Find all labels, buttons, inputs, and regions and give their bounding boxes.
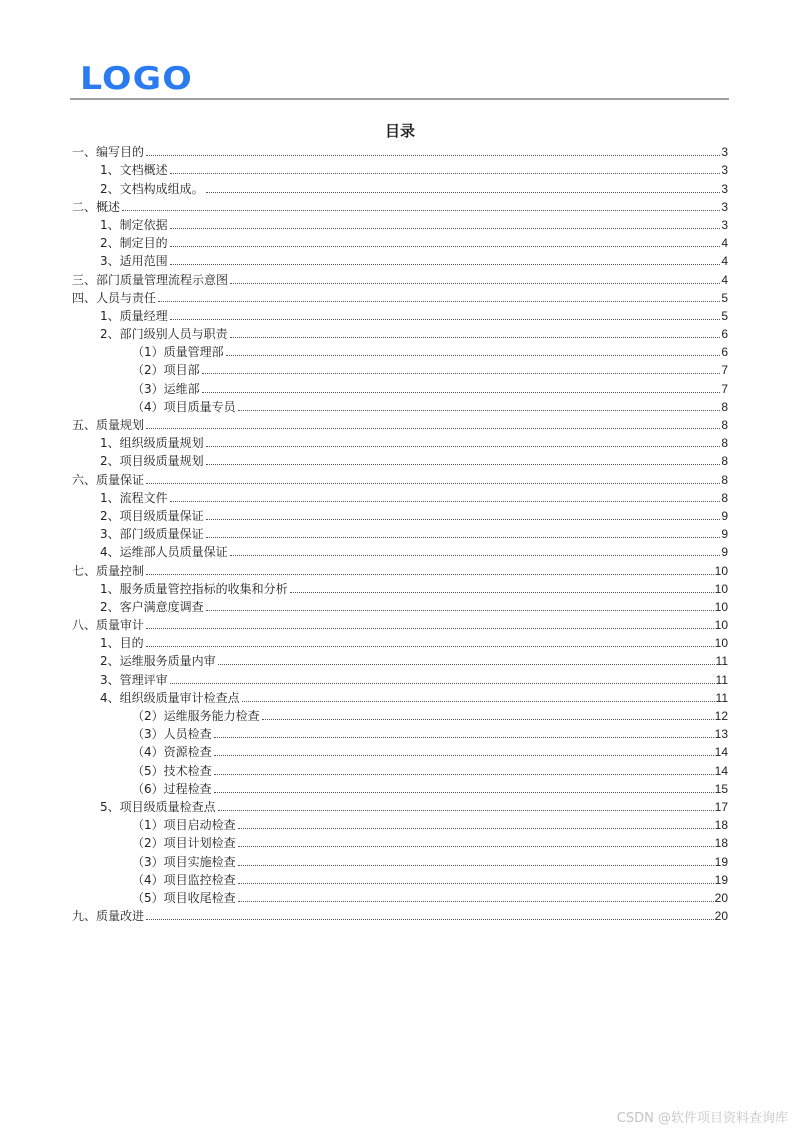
toc-entry[interactable] xyxy=(72,797,728,815)
toc-entry-label[interactable]: 一、编写目的 xyxy=(72,145,145,160)
dot-leader xyxy=(218,664,715,665)
toc-entry[interactable] xyxy=(72,360,728,378)
dot-leader xyxy=(230,337,721,338)
toc-entry[interactable] xyxy=(72,160,728,178)
toc-entry[interactable] xyxy=(72,888,728,906)
toc-entry-page-number[interactable]: 8 xyxy=(721,454,728,469)
dot-leader xyxy=(146,428,720,429)
dot-leader xyxy=(238,865,714,866)
toc-entry[interactable] xyxy=(72,324,728,342)
toc-entry-label[interactable]: 九、质量改进 xyxy=(72,909,145,924)
toc-entry[interactable] xyxy=(72,306,728,324)
toc-entry-page-number[interactable]: 5 xyxy=(721,290,728,305)
toc-entry[interactable] xyxy=(72,178,728,196)
toc-entry-label[interactable]: 3、管理评审 xyxy=(100,672,168,687)
dot-leader xyxy=(146,919,714,920)
toc-entry-page-number[interactable]: 6 xyxy=(721,345,728,360)
toc-entry-label[interactable]: （4）项目质量专员 xyxy=(132,399,236,414)
dot-leader xyxy=(170,264,721,265)
toc-entry[interactable] xyxy=(72,433,728,451)
toc-entry[interactable] xyxy=(72,742,728,760)
dot-leader xyxy=(158,301,720,302)
toc-entry-page-number[interactable]: 3 xyxy=(721,217,728,232)
dot-leader xyxy=(206,446,721,447)
toc-entry[interactable] xyxy=(72,342,728,360)
toc-entry-label[interactable]: 五、质量规划 xyxy=(72,418,145,432)
toc-entry-page-number[interactable]: 18 xyxy=(714,836,728,851)
toc-entry-page-number[interactable]: 8 xyxy=(721,418,728,432)
dot-leader xyxy=(206,519,721,520)
dot-leader xyxy=(218,810,714,811)
dot-leader xyxy=(206,192,721,193)
toc-entry-page-number[interactable]: 3 xyxy=(721,199,728,214)
toc-entry-label[interactable]: （4）项目监控检查 xyxy=(132,872,236,887)
toc-entry[interactable] xyxy=(72,779,728,797)
dot-leader xyxy=(238,883,714,884)
dot-leader xyxy=(206,610,714,611)
toc-entry-label[interactable]: 六、质量保证 xyxy=(72,472,145,487)
toc-entry-page-number[interactable]: 11 xyxy=(715,654,728,669)
dot-leader xyxy=(290,592,714,593)
toc-entry-label[interactable]: 2、制定目的 xyxy=(100,236,168,251)
toc-entry-page-number[interactable]: 17 xyxy=(714,799,728,814)
dot-leader xyxy=(170,246,721,247)
dot-leader xyxy=(206,537,721,538)
dot-leader xyxy=(230,555,721,556)
toc-entry-label[interactable]: （5）项目收尾检查 xyxy=(132,890,236,905)
toc-entry-label[interactable]: （2）项目部 xyxy=(132,363,200,378)
toc-entry-label[interactable]: 3、部门级质量保证 xyxy=(100,527,204,542)
toc-entry-page-number[interactable]: 9 xyxy=(721,527,728,542)
toc-entry-page-number[interactable]: 11 xyxy=(715,690,728,705)
toc-entry-label[interactable]: 1、组织级质量规划 xyxy=(100,436,204,451)
toc-entry-label[interactable]: 1、流程文件 xyxy=(100,490,168,505)
toc-entry[interactable] xyxy=(72,397,728,415)
toc-entry-label[interactable]: 二、概述 xyxy=(72,199,121,214)
toc-entry-label[interactable]: 5、项目级质量检查点 xyxy=(100,799,216,814)
toc-entry[interactable] xyxy=(72,524,728,542)
toc-entry[interactable] xyxy=(72,870,728,888)
toc-entry-label[interactable]: （2）运维服务能力检查 xyxy=(132,709,260,723)
toc-entry-label[interactable]: 4、运维部人员质量保证 xyxy=(100,545,228,560)
toc-entry-label[interactable]: 三、部门质量管理流程示意图 xyxy=(72,272,229,287)
dot-leader xyxy=(238,846,714,847)
toc-entry-label[interactable]: 2、部门级别人员与职责 xyxy=(100,327,228,342)
toc-entry-page-number[interactable]: 3 xyxy=(721,181,728,196)
dot-leader xyxy=(230,283,720,284)
toc-entry[interactable] xyxy=(72,633,728,651)
dot-leader xyxy=(202,392,721,393)
toc-entry[interactable] xyxy=(72,706,728,724)
dot-leader xyxy=(146,574,714,575)
toc-entry-label[interactable]: （4）资源检查 xyxy=(132,745,212,760)
toc-entry[interactable] xyxy=(72,415,728,433)
toc-entry-label[interactable]: （3）人员检查 xyxy=(132,727,212,742)
toc-entry[interactable] xyxy=(72,288,728,306)
toc-entry-page-number[interactable]: 3 xyxy=(721,163,728,178)
logo xyxy=(80,61,193,97)
toc-entry[interactable] xyxy=(72,815,728,833)
toc-entry-page-number[interactable]: 10 xyxy=(714,581,728,596)
dot-leader xyxy=(238,828,714,829)
toc-entry-page-number[interactable]: 5 xyxy=(721,308,728,323)
watermark: CSDN @软件项目资料查询库 xyxy=(616,1111,788,1126)
dot-leader xyxy=(214,737,714,738)
toc-entry[interactable] xyxy=(72,906,728,924)
toc-entry-label[interactable]: 2、文档构成组成。 xyxy=(100,181,204,196)
toc-entry[interactable] xyxy=(72,251,728,269)
toc-entry-page-number[interactable]: 4 xyxy=(721,254,728,269)
toc-entry-page-number[interactable]: 10 xyxy=(714,599,728,614)
toc-entry-page-number[interactable]: 10 xyxy=(714,563,728,578)
toc-entry[interactable] xyxy=(72,669,728,687)
toc-entry[interactable] xyxy=(72,579,728,597)
toc-entry-label[interactable]: 1、质量经理 xyxy=(100,308,168,323)
toc-entry-label[interactable]: 1、制定依据 xyxy=(100,217,168,232)
toc-entry[interactable] xyxy=(72,197,728,215)
toc-entry-page-number[interactable]: 8 xyxy=(721,399,728,414)
toc-entry[interactable] xyxy=(72,378,728,396)
toc-entry[interactable] xyxy=(72,760,728,778)
toc-entry-page-number[interactable]: 11 xyxy=(715,672,728,687)
toc-entry-page-number[interactable]: 8 xyxy=(721,436,728,451)
toc-entry-label[interactable]: 3、适用范围 xyxy=(100,254,168,269)
toc-entry-page-number[interactable]: 19 xyxy=(714,872,728,887)
dot-leader xyxy=(170,501,721,502)
dot-leader xyxy=(242,701,715,702)
toc-entry[interactable] xyxy=(72,615,728,633)
dot-leader xyxy=(206,464,721,465)
toc-entry-page-number[interactable]: 4 xyxy=(721,236,728,251)
dot-leader xyxy=(238,410,721,411)
dot-leader xyxy=(170,683,715,684)
toc-entry[interactable] xyxy=(72,651,728,669)
toc-entry-label[interactable]: 2、运维服务质量内审 xyxy=(100,654,216,669)
toc-entry[interactable] xyxy=(72,851,728,869)
toc-entry-page-number[interactable]: 8 xyxy=(721,472,728,487)
toc-entry-label[interactable]: （6）过程检查 xyxy=(132,781,212,796)
dot-leader xyxy=(146,646,714,647)
toc-entry-page-number[interactable]: 20 xyxy=(714,890,728,905)
toc-entry-page-number[interactable]: 9 xyxy=(721,545,728,560)
dot-leader xyxy=(170,228,721,229)
toc-entry[interactable] xyxy=(72,142,728,160)
dot-leader xyxy=(146,155,720,156)
toc-entry-label[interactable]: 2、项目级质量规划 xyxy=(100,454,204,469)
toc-entry-page-number[interactable]: 7 xyxy=(721,363,728,378)
toc-entry-label[interactable]: 1、文档概述 xyxy=(100,163,168,178)
toc-entry-page-number[interactable]: 14 xyxy=(714,745,728,760)
toc-entry[interactable] xyxy=(72,215,728,233)
toc-entry-page-number[interactable]: 12 xyxy=(714,709,728,723)
toc-entry-label[interactable]: 4、组织级质量审计检查点 xyxy=(100,690,240,705)
toc-entry[interactable] xyxy=(72,542,728,560)
toc-entry-page-number[interactable]: 18 xyxy=(714,818,728,833)
toc-entry-page-number[interactable]: 15 xyxy=(714,781,728,796)
dot-leader xyxy=(214,792,714,793)
toc-entry-page-number[interactable]: 14 xyxy=(714,763,728,778)
toc-entry-page-number[interactable]: 9 xyxy=(721,508,728,523)
toc-entry-page-number[interactable]: 19 xyxy=(714,854,728,869)
toc-entry-label[interactable]: 七、质量控制 xyxy=(72,563,145,578)
dot-leader xyxy=(146,628,714,629)
dot-leader xyxy=(262,719,714,720)
toc-entry[interactable] xyxy=(72,451,728,469)
toc-entry[interactable] xyxy=(72,506,728,524)
toc-entry-label[interactable]: （1）质量管理部 xyxy=(132,345,224,360)
toc-entry-label[interactable]: （2）项目计划检查 xyxy=(132,836,236,851)
dot-leader xyxy=(202,373,721,374)
toc-entry-page-number[interactable]: 20 xyxy=(714,909,728,924)
toc-entry[interactable] xyxy=(72,233,728,251)
toc-entry-page-number[interactable]: 4 xyxy=(721,272,728,287)
toc-entry[interactable] xyxy=(72,488,728,506)
toc-entry-label[interactable]: （5）技术检查 xyxy=(132,763,212,778)
toc-entry-page-number[interactable]: 6 xyxy=(721,327,728,342)
table-of-contents xyxy=(72,142,728,924)
toc-entry[interactable] xyxy=(72,833,728,851)
toc-entry-label[interactable]: 八、质量审计 xyxy=(72,618,145,633)
dot-leader xyxy=(170,319,721,320)
dot-leader xyxy=(146,483,720,484)
dot-leader xyxy=(226,355,721,356)
toc-entry[interactable] xyxy=(72,688,728,706)
dot-leader xyxy=(214,755,714,756)
toc-entry[interactable] xyxy=(72,269,728,287)
toc-entry-label[interactable]: 1、目的 xyxy=(100,636,144,651)
toc-entry[interactable] xyxy=(72,469,728,487)
toc-entry-page-number[interactable]: 10 xyxy=(714,618,728,633)
toc-title: 目录 xyxy=(384,122,415,140)
logo-text: LOGO xyxy=(80,61,193,97)
toc-entry-label[interactable]: 1、服务质量管控指标的收集和分析 xyxy=(100,581,288,596)
toc-entry-page-number[interactable]: 3 xyxy=(721,145,728,160)
toc-entry-label[interactable]: 四、人员与责任 xyxy=(72,290,157,305)
toc-entry-page-number[interactable]: 7 xyxy=(721,381,728,396)
toc-entry-label[interactable]: （3）运维部 xyxy=(132,381,200,396)
toc-entry-label[interactable]: 2、客户满意度调查 xyxy=(100,599,204,614)
dot-leader xyxy=(122,210,720,211)
toc-entry[interactable] xyxy=(72,560,728,578)
dot-leader xyxy=(214,774,714,775)
dot-leader xyxy=(238,901,714,902)
toc-entry-page-number[interactable]: 10 xyxy=(714,636,728,651)
toc-entry[interactable] xyxy=(72,724,728,742)
toc-entry-label[interactable]: （3）项目实施检查 xyxy=(132,854,236,869)
toc-entry-label[interactable]: （1）项目启动检查 xyxy=(132,818,236,833)
header-divider xyxy=(70,98,729,100)
toc-entry[interactable] xyxy=(72,597,728,615)
dot-leader xyxy=(170,173,721,174)
toc-entry-page-number[interactable]: 13 xyxy=(714,727,728,742)
toc-entry-label[interactable]: 2、项目级质量保证 xyxy=(100,508,204,523)
toc-entry-page-number[interactable]: 8 xyxy=(721,490,728,505)
